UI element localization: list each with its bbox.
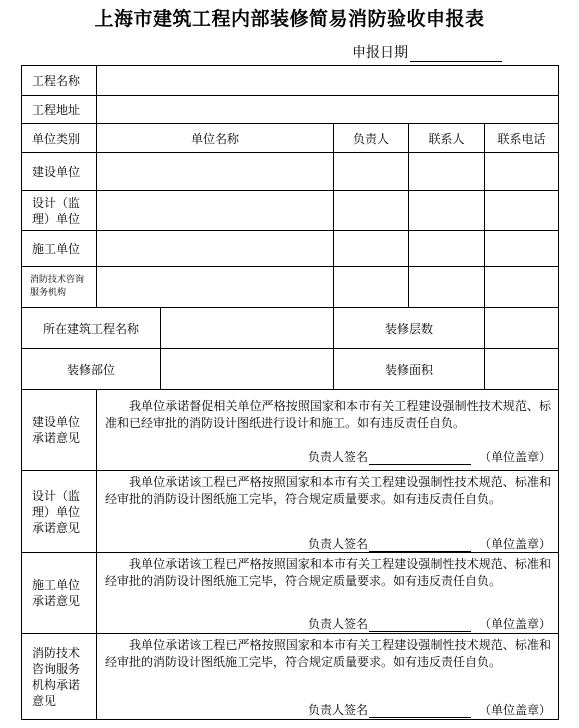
floors-field[interactable] <box>485 308 558 348</box>
seal-label: （单位盖章） <box>479 537 552 551</box>
area-field[interactable] <box>485 349 558 389</box>
row-divider <box>21 190 559 191</box>
commitment-label: 建设单位承诺意见 <box>32 415 81 445</box>
project-name-field[interactable] <box>97 66 558 95</box>
commitment-text: 我单位承诺督促相关单位严格按照国家和本市有关工程建设强制性技术规范、标准和已经审批的消防设计图纸进行设计和施工。如有违反责任自负。 <box>105 399 551 430</box>
signature-line <box>308 701 551 718</box>
part-label: 装修部位 <box>66 362 115 377</box>
project-address-field[interactable] <box>97 96 558 123</box>
row-divider <box>21 633 559 634</box>
signature-field[interactable] <box>369 618 471 632</box>
row-divider <box>21 230 559 231</box>
part-field[interactable] <box>161 349 333 389</box>
table-border-right <box>558 65 559 720</box>
row-divider <box>21 266 559 267</box>
commitment-text: 我单位承诺该工程已严格按照国家和本市有关工程建设强制性技术规范、标准和经审批的消防设计图纸施工完毕，符合规定质量要求。如有违反责任自负。 <box>105 638 551 669</box>
seal-label: （单位盖章） <box>479 617 552 631</box>
commitment-label: 消防技术咨询服务机构承诺意见 <box>32 645 81 708</box>
signature-line <box>308 615 551 632</box>
header-unit-name: 单位名称 <box>190 131 239 146</box>
form-title: 上海市建筑工程内部装修简易消防验收申报表 <box>94 8 485 30</box>
header-responsible: 负责人 <box>352 131 389 146</box>
application-table <box>21 65 559 720</box>
row-divider <box>21 152 559 153</box>
table-border-bottom <box>21 719 559 720</box>
signature-label: 负责人签名 <box>308 537 369 551</box>
row-divider <box>21 470 559 471</box>
seal-label: （单位盖章） <box>479 703 552 717</box>
floors-label: 装修层数 <box>384 321 433 336</box>
area-label: 装修面积 <box>384 362 433 377</box>
header-unit-type: 单位类别 <box>32 131 81 146</box>
commitment-text: 我单位承诺该工程已严格按照国家和本市有关工程建设强制性技术规范、标准和经审批的消防设计图纸施工完毕，符合规定质量要求。如有违反责任自负。 <box>105 557 551 588</box>
signature-field[interactable] <box>369 704 471 718</box>
signature-field[interactable] <box>369 451 471 465</box>
header-phone: 联系电话 <box>497 131 546 146</box>
date-field[interactable] <box>410 47 502 62</box>
signature-label: 负责人签名 <box>308 703 369 717</box>
seal-label: （单位盖章） <box>479 450 552 464</box>
project-address-label: 工程地址 <box>32 103 81 117</box>
unit-builder-label: 施工单位 <box>32 242 81 256</box>
unit-design-label: 设计（监理）单位 <box>32 195 81 226</box>
unit-fire-consult-label: 消防技术咨询服务机构 <box>30 275 85 298</box>
date-label: 申报日期 <box>352 45 408 61</box>
building-name-field[interactable] <box>161 308 333 348</box>
column-divider <box>96 389 97 720</box>
building-name-label: 所在建筑工程名称 <box>42 321 139 336</box>
commitment-text: 我单位承诺该工程已严格按照国家和本市有关工程建设强制性技术规范、标准和经审批的消防设计图纸施工完毕，符合规定质量要求。如有违反责任自负。 <box>105 475 551 506</box>
row-divider <box>21 389 559 390</box>
signature-label: 负责人签名 <box>308 450 369 464</box>
commitment-label: 设计（监理）单位承诺意见 <box>32 488 81 535</box>
signature-line <box>308 448 551 465</box>
unit-construction-label: 建设单位 <box>32 165 81 179</box>
signature-label: 负责人签名 <box>308 617 369 631</box>
project-name-label: 工程名称 <box>32 74 81 88</box>
signature-field[interactable] <box>369 538 471 552</box>
commitment-label: 施工单位承诺意见 <box>32 578 81 608</box>
application-date <box>352 42 502 62</box>
signature-line <box>308 535 551 552</box>
header-contact: 联系人 <box>428 131 465 146</box>
row-divider <box>21 552 559 553</box>
